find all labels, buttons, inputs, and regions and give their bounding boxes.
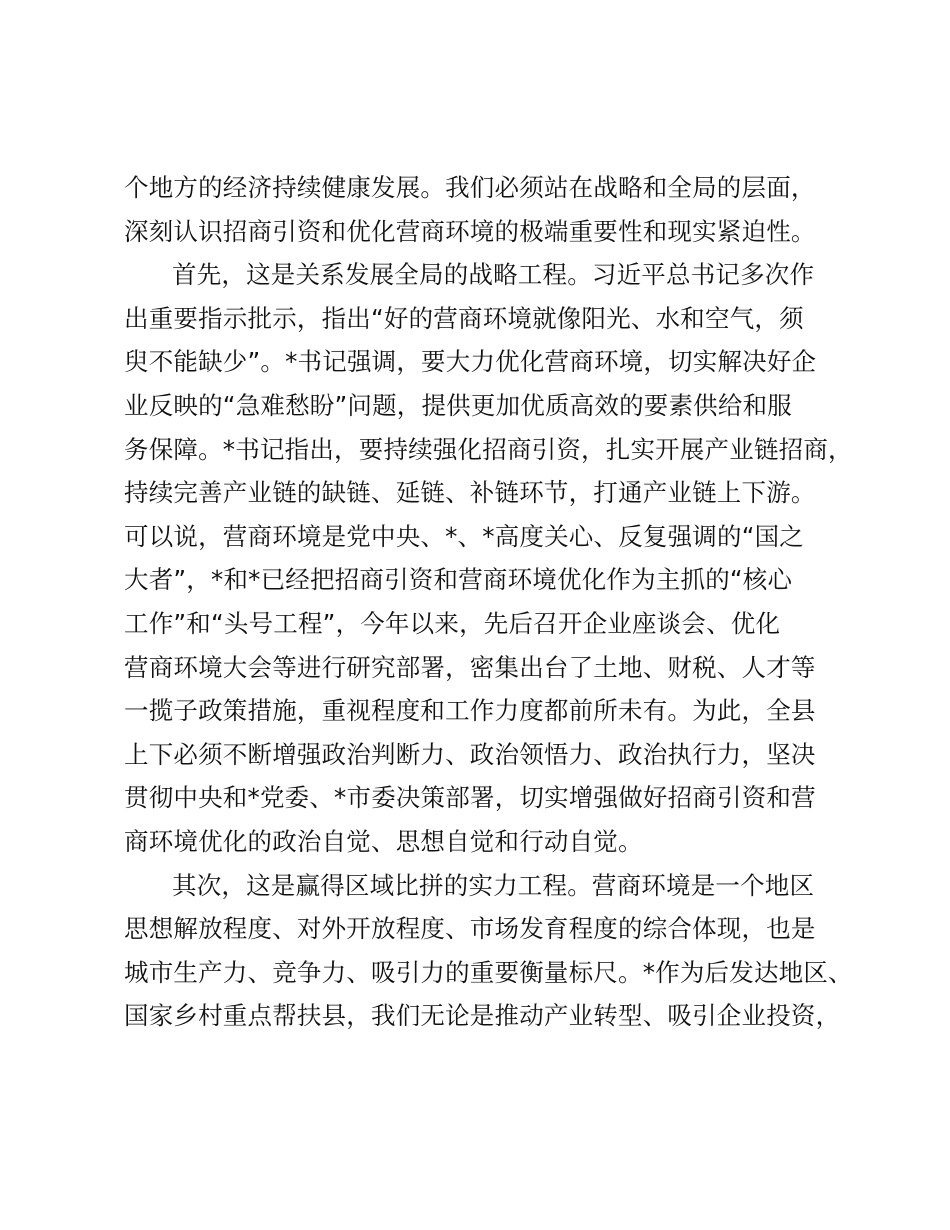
text-line: 城市生产力、竞争力、吸引力的重要衡量标尺。*作为后发达地区、 (124, 957, 853, 987)
text-line: 务保障。*书记指出，要持续强化招商引资，扎实开展产业链招商， (124, 434, 853, 464)
text-line: 深刻认识招商引资和优化营商环境的极端重要性和现实紧迫性。 (124, 216, 816, 246)
text-line: 个地方的经济持续健康发展。我们必须站在战略和全局的层面， (124, 173, 816, 202)
paragraph-first-line: 其次，这是赢得区域比拼的实力工程。营商环境是一个地区 (172, 870, 815, 900)
text-line: 上下必须不断增强政治判断力、政治领悟力、政治执行力，坚决 (124, 739, 816, 769)
text-line: 贯彻中央和*党委、*市委决策部署，切实增强做好招商引资和营 (124, 783, 816, 813)
text-line: 商环境优化的政治自觉、思想自觉和行动自觉。 (124, 826, 643, 856)
text-line: 国家乡村重点帮扶县，我们无论是推动产业转型、吸引企业投资， (124, 1001, 841, 1031)
paragraph-first-line: 首先，这是关系发展全局的战略工程。习近平总书记多次作 (172, 260, 815, 290)
text-line: 营商环境大会等进行研究部署，密集出台了土地、财税、人才等 (124, 652, 816, 682)
text-line: 可以说，营商环境是党中央、*、*高度关心、反复强调的“国之 (124, 521, 804, 551)
text-line: 业反映的“急难愁盼”问题，提供更加优质高效的要素供给和服 (124, 390, 792, 420)
text-line: 大者”，*和*已经把招商引资和营商环境优化作为主抓的“核心 (124, 565, 793, 595)
text-line: 臾不能缺少”。*书记强调，要大力优化营商环境，切实解决好企 (124, 347, 817, 377)
text-line: 一揽子政策措施，重视程度和工作力度都前所未有。为此，全县 (124, 696, 816, 726)
text-line: 思想解放程度、对外开放程度、市场发育程度的综合体现，也是 (124, 914, 816, 944)
text-line: 持续完善产业链的缺链、延链、补链环节，打通产业链上下游。 (124, 478, 816, 508)
text-line: 出重要指示批示，指出“好的营商环境就像阳光、水和空气，须 (124, 303, 804, 333)
body-text (124, 166, 864, 1038)
text-line: 工作”和“头号工程”，今年以来，先后召开企业座谈会、优化 (124, 608, 781, 638)
